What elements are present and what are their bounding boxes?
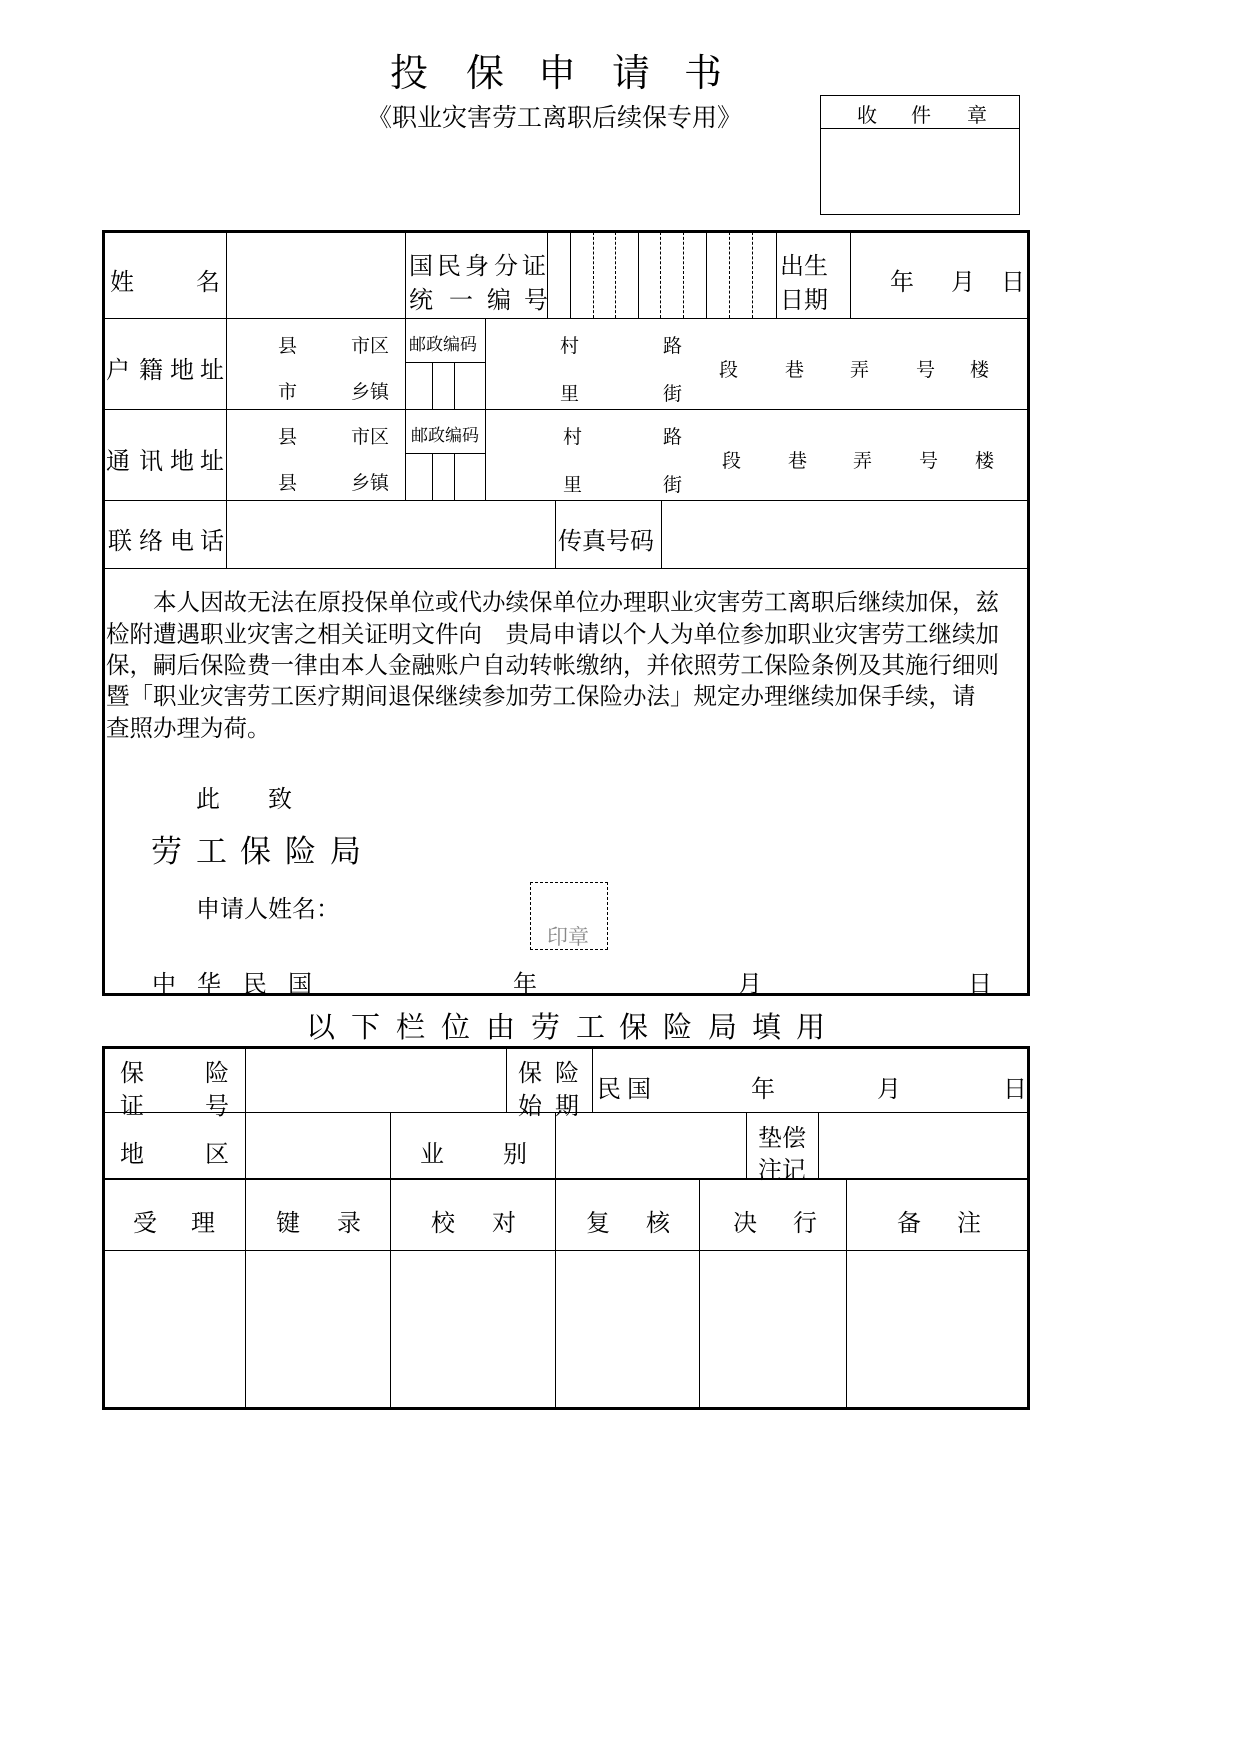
- birth-date-label: 出生: [780, 252, 828, 280]
- coverage-date-prefix: 民: [597, 1075, 621, 1103]
- coverage-date-prefix: 国: [627, 1075, 651, 1103]
- coverage-start-date-input[interactable]: [594, 1049, 1027, 1111]
- region-label: 区: [205, 1140, 229, 1168]
- address-unit: 号: [919, 450, 939, 472]
- postal-code-label: 邮政编码: [409, 335, 477, 355]
- address-unit: 里: [560, 383, 580, 405]
- address-unit: 县: [278, 472, 298, 494]
- fax-input[interactable]: [663, 502, 1027, 567]
- applicant-name-input[interactable]: [340, 884, 520, 920]
- business-type-input[interactable]: [557, 1114, 745, 1176]
- review-signature-cell[interactable]: [557, 1252, 698, 1406]
- receipt-stamp-label: 收: [857, 103, 877, 127]
- seal-box[interactable]: [530, 882, 608, 950]
- receipt-stamp-box: [820, 95, 1020, 215]
- title-char: 申: [538, 51, 577, 95]
- col-proofread: 校: [431, 1209, 455, 1237]
- birth-day-unit: 日: [1001, 268, 1025, 296]
- birth-month-unit: 月: [951, 268, 975, 296]
- address-unit: 段: [719, 359, 739, 381]
- statement-line: 检附遭遇职业灾害之相关证明文件向 贵局申请以个人为单位参加职业灾害劳工继续加: [106, 620, 999, 648]
- address-unit: 村: [560, 335, 580, 357]
- region-label: 地: [120, 1140, 144, 1168]
- address-unit: 县: [278, 426, 298, 448]
- title-char: 请: [612, 51, 651, 95]
- statement-line: 查照办理为荷。: [106, 714, 271, 742]
- col-receive: 受: [133, 1209, 157, 1237]
- col-receive: 理: [191, 1209, 215, 1237]
- address-unit: 市: [278, 381, 298, 403]
- col-proofread: 对: [492, 1209, 516, 1237]
- address-unit: 段: [722, 450, 742, 472]
- address-unit: 里: [563, 474, 583, 496]
- applicant-name-label: 申请人姓名：: [196, 895, 340, 923]
- address-unit: 巷: [785, 359, 805, 381]
- approve-signature-cell[interactable]: [701, 1252, 845, 1406]
- coverage-year-unit: 年: [751, 1075, 775, 1103]
- birth-year-unit: 年: [890, 268, 914, 296]
- address-unit: 街: [663, 383, 683, 405]
- address-unit: 号: [916, 359, 936, 381]
- salutation: 此: [196, 785, 220, 813]
- col-review: 复: [586, 1209, 610, 1237]
- address-unit: 县: [278, 335, 298, 357]
- col-review: 核: [646, 1209, 670, 1237]
- address-unit: 路: [663, 426, 683, 448]
- region-input[interactable]: [247, 1114, 389, 1176]
- col-remarks: 注: [957, 1209, 981, 1237]
- business-type-label: 别: [503, 1140, 527, 1168]
- advance-note-label: 垫偿: [758, 1124, 806, 1152]
- statement-line: 本人因故无法在原投保单位或代办续保单位办理职业灾害劳工离职后继续加保，兹: [153, 588, 999, 616]
- postal-code-label: 邮政编码: [411, 426, 479, 446]
- name-label: 姓: [110, 268, 134, 296]
- address-unit: 街: [663, 474, 683, 496]
- address-unit: 市区: [351, 426, 390, 448]
- title-char: 书: [684, 51, 723, 95]
- insurance-number-input[interactable]: [247, 1049, 505, 1111]
- salutation: 致: [268, 785, 292, 813]
- col-key-in: 录: [337, 1209, 361, 1237]
- name-input-cell[interactable]: [228, 233, 404, 317]
- seal-label: 印章: [547, 925, 589, 949]
- col-approve: 决: [733, 1209, 757, 1237]
- col-approve: 行: [793, 1209, 817, 1237]
- address-unit: 楼: [975, 450, 995, 472]
- col-key-in: 键: [276, 1209, 300, 1237]
- key-in-signature-cell[interactable]: [247, 1252, 389, 1406]
- address-unit: 巷: [788, 450, 808, 472]
- birth-date-label: 日期: [780, 286, 828, 314]
- address-unit: 乡镇: [351, 381, 390, 403]
- address-unit: 弄: [850, 359, 870, 381]
- address-unit: 乡镇: [351, 472, 390, 494]
- title-char: 投: [390, 51, 429, 95]
- address-unit: 楼: [970, 359, 990, 381]
- receipt-stamp-label: 件: [911, 103, 931, 127]
- address-unit: 市区: [351, 335, 390, 357]
- coverage-day-unit: 日: [1003, 1075, 1027, 1103]
- remarks-cell[interactable]: [848, 1252, 1027, 1406]
- col-remarks: 备: [897, 1209, 921, 1237]
- phone-input[interactable]: [228, 502, 554, 567]
- business-type-label: 业: [420, 1140, 444, 1168]
- statement-line: 暨「职业灾害劳工医疗期间退保继续参加劳工保险办法」规定办理继续加保手续，请: [106, 682, 976, 710]
- address-unit: 弄: [853, 450, 873, 472]
- title-char: 保: [466, 51, 505, 95]
- fax-label: 传真号码: [558, 527, 654, 555]
- statement-line: 保，嗣后保险费一律由本人金融账户自动转帐缴纳，并依照劳工保险条例及其施行细则: [106, 651, 999, 679]
- advance-note-input[interactable]: [820, 1114, 1027, 1176]
- coverage-month-unit: 月: [877, 1075, 901, 1103]
- form-subtitle: 《职业灾害劳工离职后续保专用》: [367, 103, 743, 132]
- advance-note-label: 注记: [758, 1156, 806, 1184]
- receive-signature-cell[interactable]: [105, 1252, 244, 1406]
- name-label: 名: [196, 268, 220, 296]
- proofread-signature-cell[interactable]: [392, 1252, 554, 1406]
- address-unit: 路: [663, 335, 683, 357]
- receipt-stamp-label: 章: [967, 103, 987, 127]
- address-unit: 村: [563, 426, 583, 448]
